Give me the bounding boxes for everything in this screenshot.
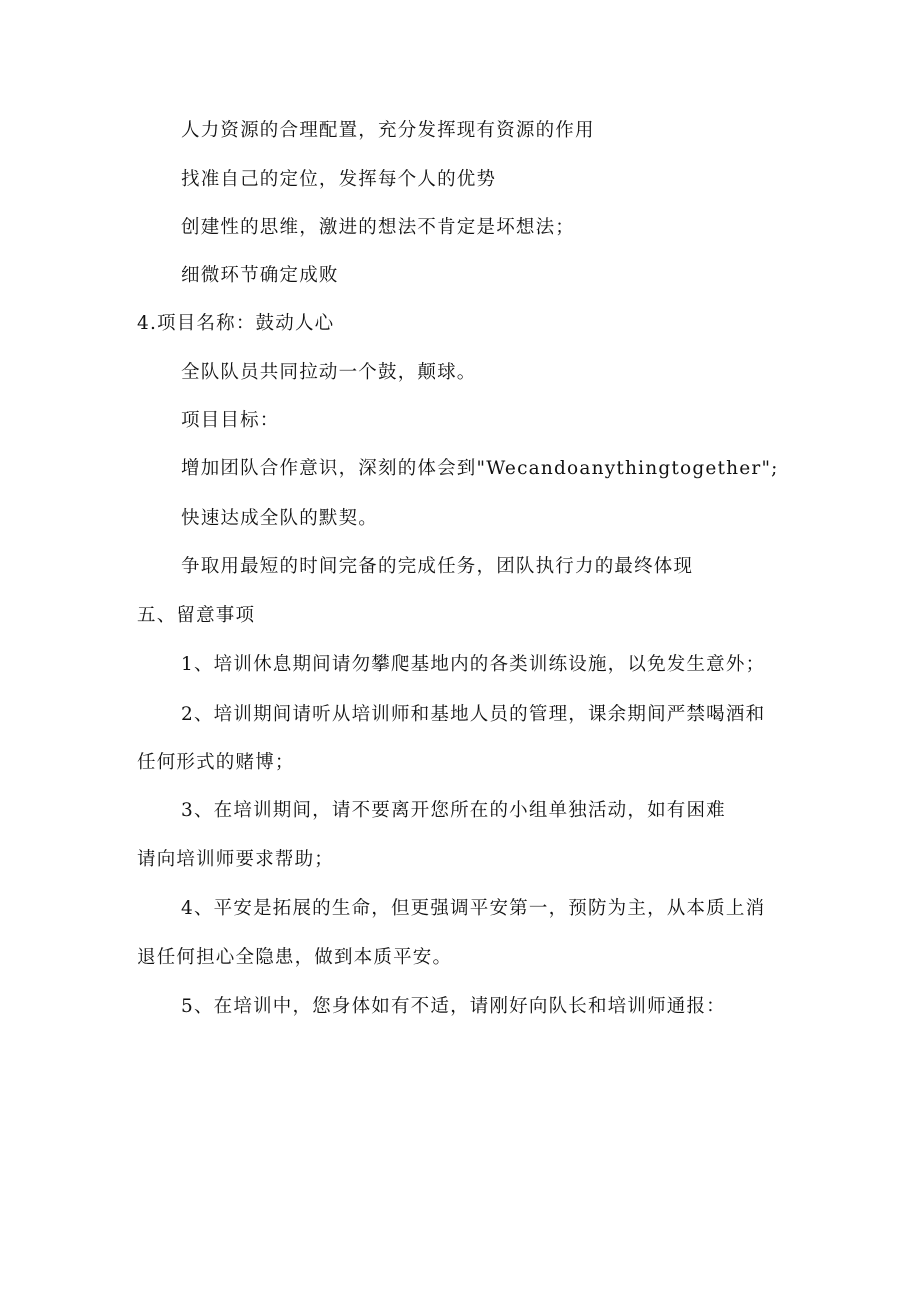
list-item-continuation: 退任何担心全隐患，做到本质平安。: [137, 947, 453, 968]
paragraph-line: 争取用最短的时间完备的完成任务，团队执行力的最终体现: [181, 556, 694, 577]
list-item: 2、培训期间请听从培训师和基地人员的管理，课余期间严禁喝酒和: [181, 704, 766, 725]
list-item-continuation: 请向培训师要求帮助；: [137, 849, 335, 870]
paragraph-line: 增加团队合作意识，深刻的体会到"Wecandoanythingtogether";: [181, 458, 779, 479]
list-item: 3、在培训期间，请不要离开您所在的小组单独活动，如有困难: [181, 800, 726, 821]
paragraph-line: 人力资源的合理配置，充分发挥现有资源的作用: [181, 120, 595, 141]
paragraph-line: 快速达成全队的默契。: [181, 508, 379, 529]
paragraph-line: 项目目标：: [181, 410, 280, 431]
paragraph-line: 全队队员共同拉动一个鼓，颠球。: [181, 362, 477, 383]
paragraph-line: 细微环节确定成败: [181, 265, 339, 286]
list-item: 1、培训休息期间请勿攀爬基地内的各类训练设施，以免发生意外；: [181, 654, 766, 675]
list-item: 4、平安是拓展的生命，但更强调平安第一，预防为主，从本质上消: [181, 898, 766, 919]
list-item: 5、在培训中，您身体如有不适，请刚好向队长和培训师通报：: [181, 996, 726, 1017]
paragraph-line: 创建性的思维，激进的想法不肯定是坏想法；: [181, 217, 576, 238]
section-heading: 4.项目名称：鼓动人心: [137, 313, 335, 334]
section-heading: 五、留意事项: [137, 605, 256, 626]
paragraph-line: 找准自己的定位，发挥每个人的优势: [181, 169, 497, 190]
list-item-continuation: 任何形式的赌博；: [137, 752, 295, 773]
